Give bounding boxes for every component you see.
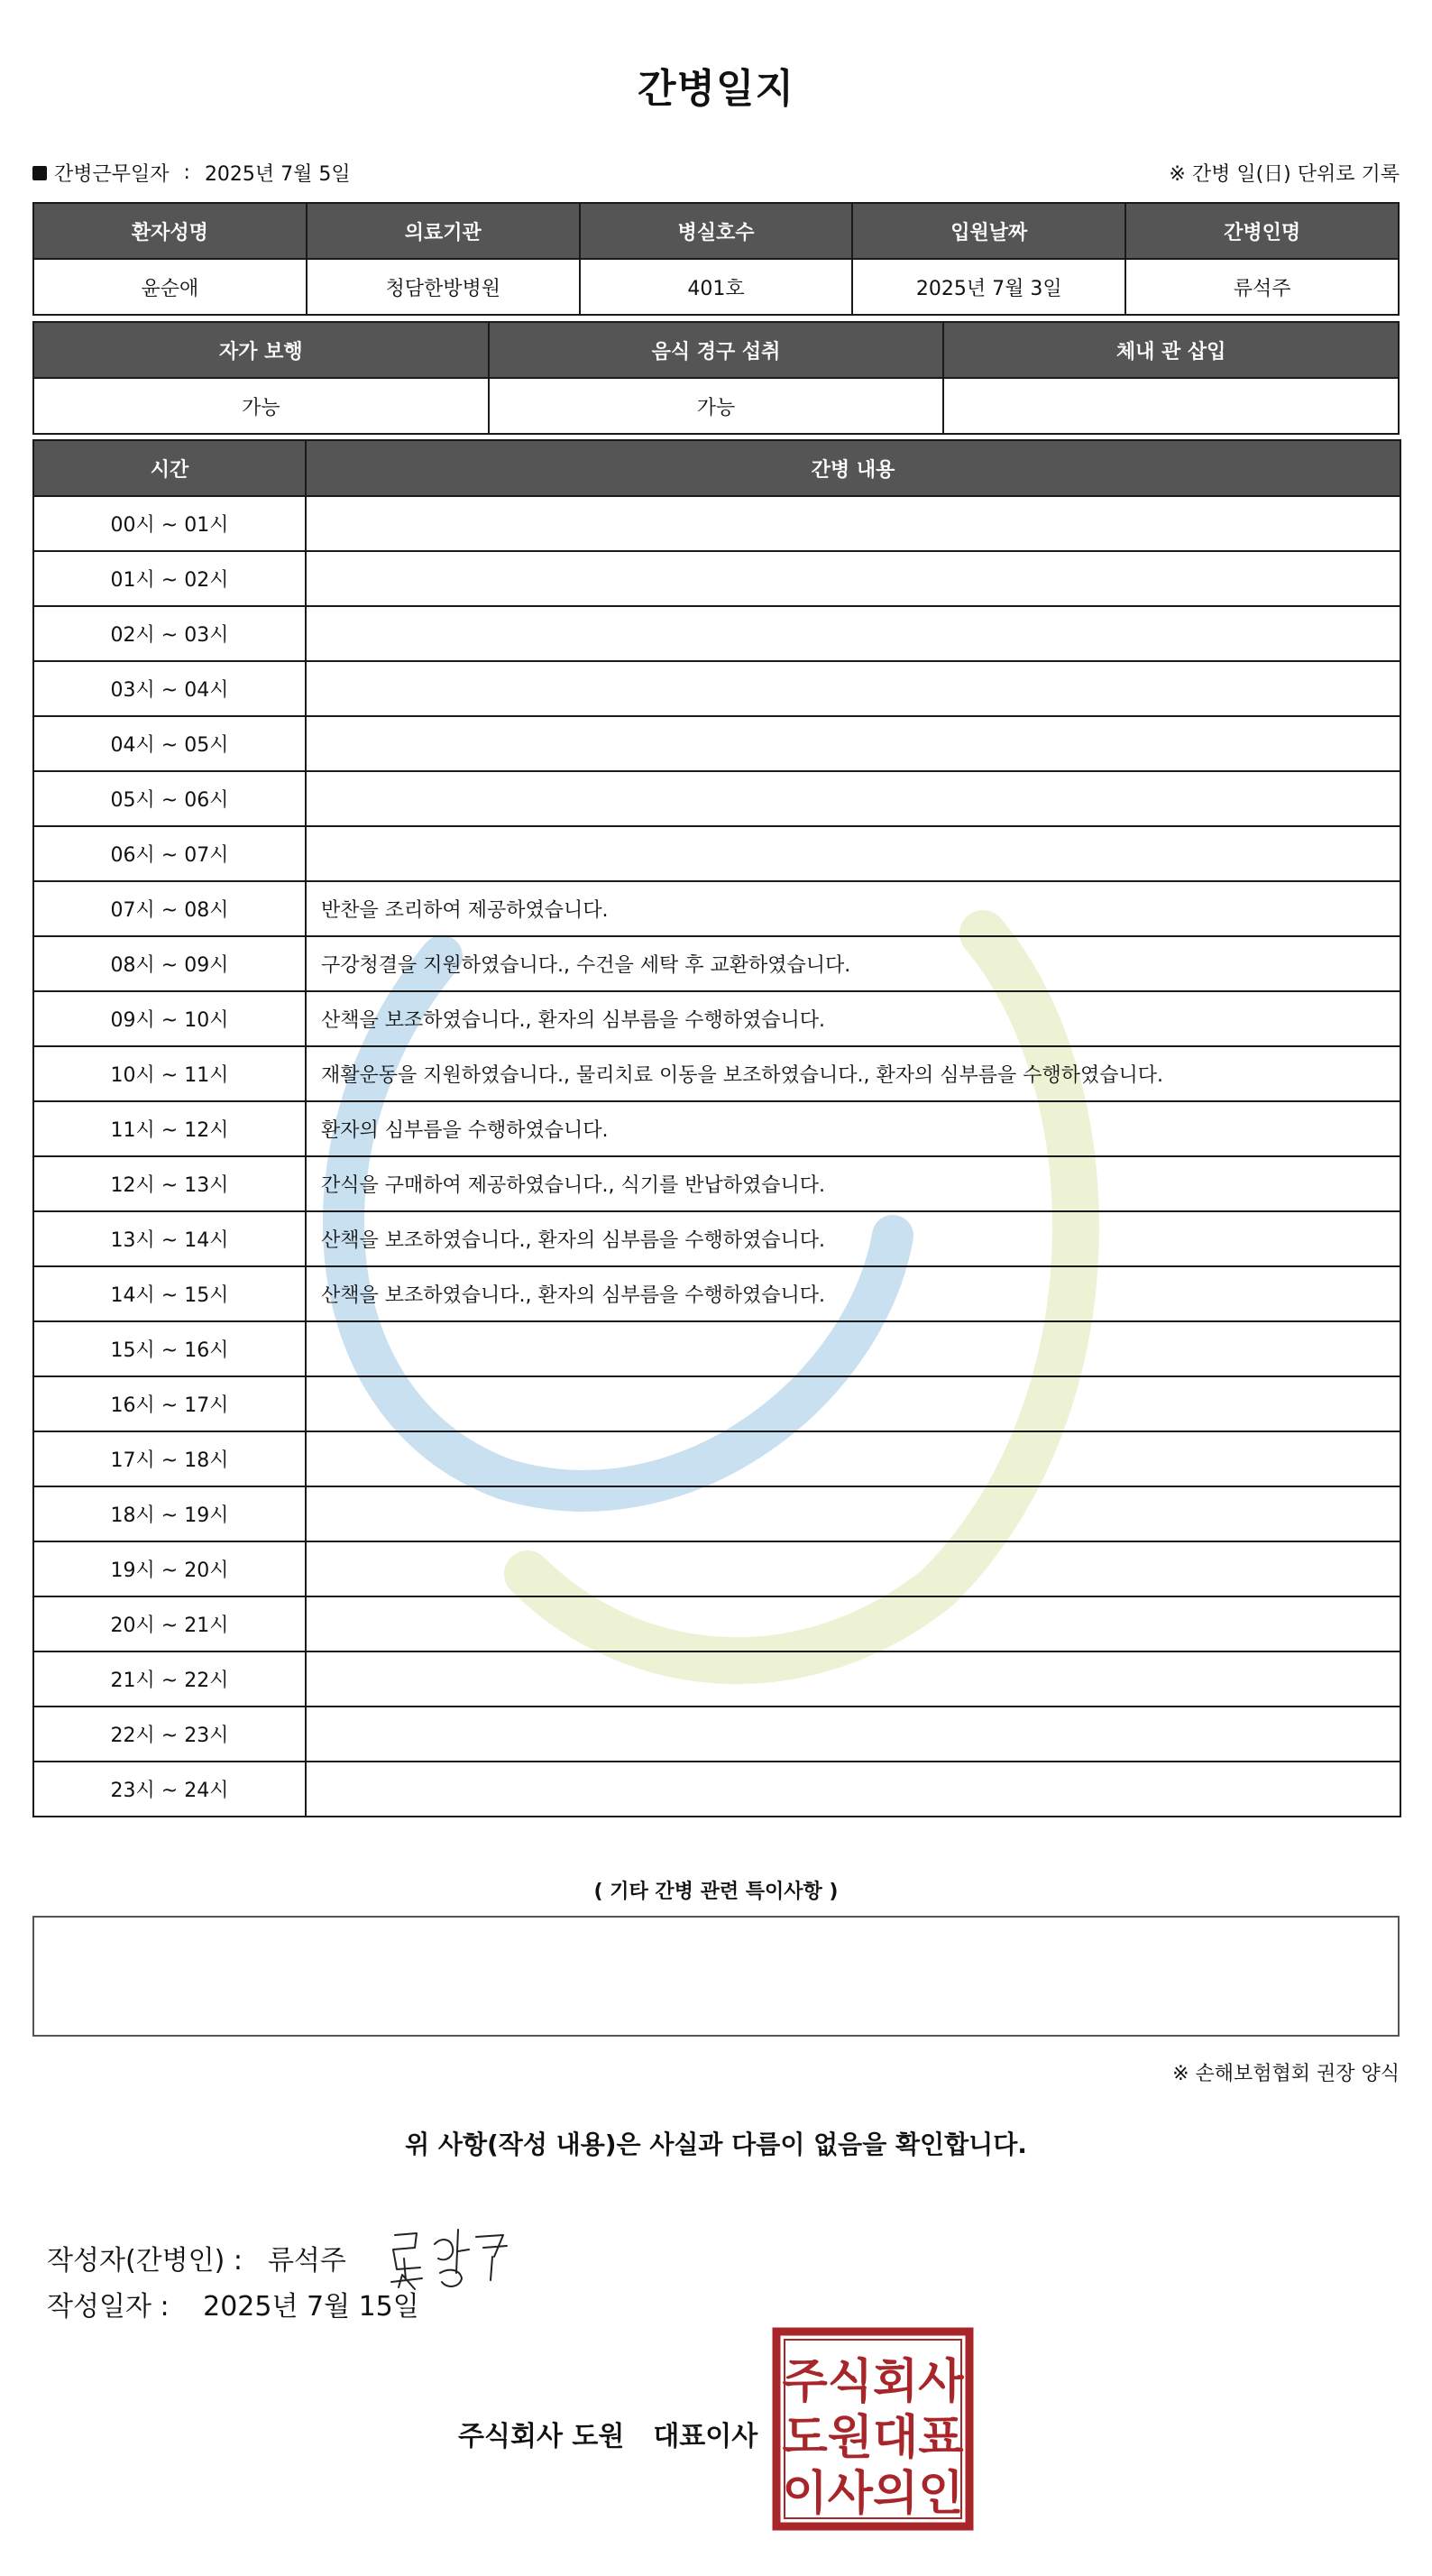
care-log-row xyxy=(33,716,1400,771)
seal-text-line: 도원대표 xyxy=(782,2411,964,2465)
care-log-time: 06시 ~ 07시 xyxy=(33,826,306,881)
care-log-row xyxy=(33,1651,1400,1707)
duty-date xyxy=(32,159,351,187)
care-log-content xyxy=(306,496,1400,551)
care-log-content xyxy=(306,1707,1400,1762)
care-log-time: 09시 ~ 10시 xyxy=(33,991,306,1046)
duty-date-colon: : xyxy=(183,161,190,184)
care-log-row xyxy=(33,1046,1400,1101)
special-notes-title: ( 기타 간병 관련 특이사항 ) xyxy=(593,1881,839,1903)
ceo-label: 대표이사 xyxy=(653,2421,758,2452)
care-log-row xyxy=(33,551,1400,606)
care-log-time: 04시 ~ 05시 xyxy=(33,716,306,771)
header-self-walking: 자가 보행 xyxy=(33,322,489,378)
care-log-row xyxy=(33,936,1400,991)
written-date-line xyxy=(47,2284,419,2323)
care-log-row xyxy=(33,1211,1400,1266)
care-log-time: 20시 ~ 21시 xyxy=(33,1596,306,1651)
document-title: 간병일지 xyxy=(637,66,794,112)
care-log-time: 14시 ~ 15시 xyxy=(33,1266,306,1321)
care-log-row xyxy=(33,1486,1400,1541)
oral-intake-value: 가능 xyxy=(489,378,944,434)
patient-status-table xyxy=(32,321,1400,435)
tube-insertion-value xyxy=(943,378,1399,434)
care-log-content xyxy=(306,606,1400,661)
care-log-row xyxy=(33,1762,1400,1817)
patient-status-header-row xyxy=(33,322,1399,378)
care-log-time: 11시 ~ 12시 xyxy=(33,1101,306,1156)
company-name: 주식회사 도원 xyxy=(458,2421,625,2452)
care-log-time: 22시 ~ 23시 xyxy=(33,1707,306,1762)
care-log-content: 재활운동을 지원하였습니다., 물리치료 이동을 보조하였습니다., 환자의 심부름을 수행하였습니다. xyxy=(306,1046,1400,1101)
care-log-content xyxy=(306,1651,1400,1707)
seal-text-line: 이사의인 xyxy=(782,2467,964,2521)
care-log-time: 02시 ~ 03시 xyxy=(33,606,306,661)
care-log-content: 산책을 보조하였습니다., 환자의 심부름을 수행하였습니다. xyxy=(306,1211,1400,1266)
care-log-time: 08시 ~ 09시 xyxy=(33,936,306,991)
header-time: 시간 xyxy=(33,440,306,496)
care-log-content: 반찬을 조리하여 제공하였습니다. xyxy=(306,881,1400,936)
company-line xyxy=(458,2414,757,2453)
care-log-content xyxy=(306,771,1400,826)
care-log-time: 00시 ~ 01시 xyxy=(33,496,306,551)
company-seal xyxy=(772,2327,974,2531)
bullet-square-icon xyxy=(32,166,47,180)
care-log-content xyxy=(306,1541,1400,1596)
care-log-row xyxy=(33,1101,1400,1156)
duty-date-value: 2025년 7월 5일 xyxy=(204,163,351,186)
care-log-content xyxy=(306,1431,1400,1486)
header-admission-date: 입원날짜 xyxy=(852,203,1125,259)
hospital-name: 청담한방병원 xyxy=(307,259,580,315)
written-date-label: 작성일자 : xyxy=(47,2291,170,2323)
care-log-time: 07시 ~ 08시 xyxy=(33,881,306,936)
room-number: 401호 xyxy=(580,259,853,315)
seal-text-line: 주식회사 xyxy=(782,2355,964,2409)
care-log-content: 산책을 보조하였습니다., 환자의 심부름을 수행하였습니다. xyxy=(306,991,1400,1046)
care-log-time: 13시 ~ 14시 xyxy=(33,1211,306,1266)
header-patient-name: 환자성명 xyxy=(33,203,307,259)
care-log-row xyxy=(33,1431,1400,1486)
care-log-table xyxy=(32,439,1401,1817)
care-log-row xyxy=(33,1156,1400,1211)
care-log-time: 03시 ~ 04시 xyxy=(33,661,306,716)
confirmation-statement: 위 사항(작성 내용)은 사실과 다름이 없음을 확인합니다. xyxy=(405,2130,1027,2159)
admission-date: 2025년 7월 3일 xyxy=(852,259,1125,315)
care-log-row xyxy=(33,1596,1400,1651)
care-log-row xyxy=(33,826,1400,881)
care-log-content: 산책을 보조하였습니다., 환자의 심부름을 수행하였습니다. xyxy=(306,1266,1400,1321)
writer-name: 류석주 xyxy=(267,2245,346,2277)
header-caregiver-name: 간병인명 xyxy=(1125,203,1399,259)
care-log-time: 17시 ~ 18시 xyxy=(33,1431,306,1486)
care-log-row xyxy=(33,1541,1400,1596)
care-log-time: 05시 ~ 06시 xyxy=(33,771,306,826)
care-log-content: 구강청결을 지원하였습니다., 수건을 세탁 후 교환하였습니다. xyxy=(306,936,1400,991)
care-log-time: 23시 ~ 24시 xyxy=(33,1762,306,1817)
writer-label: 작성자(간병인) : xyxy=(47,2245,243,2277)
care-log-row xyxy=(33,496,1400,551)
care-log-time: 16시 ~ 17시 xyxy=(33,1376,306,1431)
care-log-content xyxy=(306,1762,1400,1817)
care-log-body xyxy=(33,496,1400,1817)
patient-status-value-row xyxy=(33,378,1399,434)
patient-info-table xyxy=(32,202,1400,316)
care-log-content xyxy=(306,1376,1400,1431)
care-log-time: 21시 ~ 22시 xyxy=(33,1651,306,1707)
care-log-content: 간식을 구매하여 제공하였습니다., 식기를 반납하였습니다. xyxy=(306,1156,1400,1211)
care-log-content xyxy=(306,1321,1400,1376)
header-hospital: 의료기관 xyxy=(307,203,580,259)
header-tube-insertion: 체내 관 삽입 xyxy=(943,322,1399,378)
written-date-value: 2025년 7월 15일 xyxy=(203,2291,419,2323)
header-oral-intake: 음식 경구 섭취 xyxy=(489,322,944,378)
self-walking-value: 가능 xyxy=(33,378,489,434)
care-log-time: 18시 ~ 19시 xyxy=(33,1486,306,1541)
care-log-content xyxy=(306,661,1400,716)
patient-info-value-row xyxy=(33,259,1399,315)
care-log-content xyxy=(306,826,1400,881)
care-log-time: 15시 ~ 16시 xyxy=(33,1321,306,1376)
care-log-time: 19시 ~ 20시 xyxy=(33,1541,306,1596)
special-notes-box xyxy=(32,1916,1400,2037)
care-log-row xyxy=(33,1376,1400,1431)
header-care-content: 간병 내용 xyxy=(306,440,1400,496)
daily-record-note: ※ 간병 일(日) 단위로 기록 xyxy=(1169,163,1400,186)
patient-info-header-row xyxy=(33,203,1399,259)
care-log-time: 01시 ~ 02시 xyxy=(33,551,306,606)
care-log-row xyxy=(33,991,1400,1046)
care-log-row xyxy=(33,1321,1400,1376)
form-recommendation-note: ※ 손해보험협회 권장 양식 xyxy=(1172,2063,1400,2085)
care-log-row xyxy=(33,661,1400,716)
care-log-content xyxy=(306,1596,1400,1651)
care-log-row xyxy=(33,881,1400,936)
header-room: 병실호수 xyxy=(580,203,853,259)
care-log-row xyxy=(33,1266,1400,1321)
care-log-content: 환자의 심부름을 수행하였습니다. xyxy=(306,1101,1400,1156)
care-log-content xyxy=(306,716,1400,771)
caregiver-name: 류석주 xyxy=(1125,259,1399,315)
care-log-row xyxy=(33,606,1400,661)
care-log-content xyxy=(306,551,1400,606)
care-log-header-row xyxy=(33,440,1400,496)
patient-name: 윤순애 xyxy=(33,259,307,315)
care-log-time: 10시 ~ 11시 xyxy=(33,1046,306,1101)
care-log-row xyxy=(33,1707,1400,1762)
care-log-row xyxy=(33,771,1400,826)
care-log-time: 12시 ~ 13시 xyxy=(33,1156,306,1211)
care-log-content xyxy=(306,1486,1400,1541)
duty-date-label: 간병근무일자 xyxy=(54,163,170,186)
